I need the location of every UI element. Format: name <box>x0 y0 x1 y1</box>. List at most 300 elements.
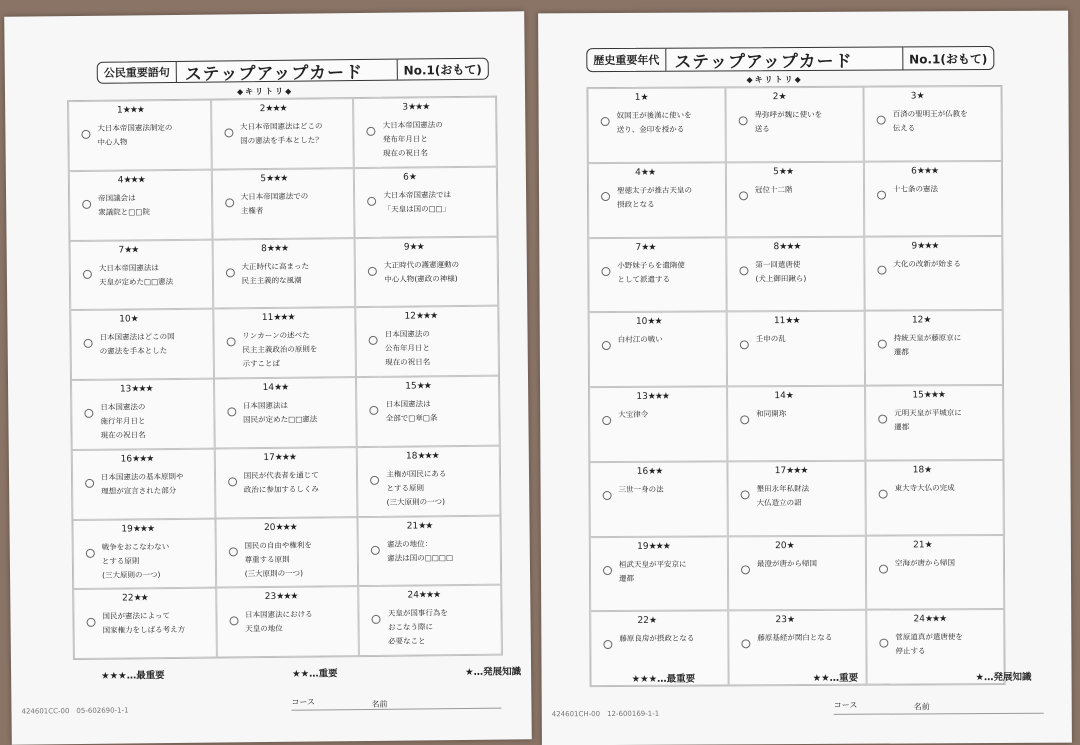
left-name-label: 名前 <box>371 699 388 709</box>
checkbox-circle-icon[interactable] <box>87 618 96 627</box>
study-card <box>587 87 725 162</box>
left-number: No.1(おもて) <box>397 59 488 80</box>
card-number <box>913 615 946 625</box>
study-card <box>214 447 357 518</box>
card-index: 2 <box>772 92 779 103</box>
study-card <box>865 310 1003 385</box>
card-text: 三世一身の法 <box>618 484 664 494</box>
card-text: 大宝律令 <box>618 409 649 419</box>
checkbox-circle-icon[interactable] <box>878 415 887 424</box>
checkbox-circle-icon[interactable] <box>85 479 94 488</box>
card-index: 7 <box>635 242 642 253</box>
checkbox-circle-icon[interactable] <box>741 490 750 499</box>
card-stars: ★★★ <box>415 311 438 322</box>
card-index: 8 <box>773 241 780 252</box>
card-stars: ★★★ <box>266 243 289 254</box>
card-number <box>118 175 145 185</box>
right-cutline: ◆キリトリ◆ <box>746 75 803 85</box>
card-number <box>119 315 138 325</box>
card-stars: ★★★ <box>274 452 297 463</box>
card-index: 9 <box>911 240 918 251</box>
card-text: 元明天皇が平城京に 遷都 <box>894 408 962 432</box>
card-number <box>911 166 938 176</box>
card-index: 20 <box>775 540 787 551</box>
card-index: 24 <box>913 614 925 625</box>
card-text: 和同開珎 <box>756 409 787 419</box>
card-text: 日本国憲法の基本原則や 理想が宣言された部分 <box>100 471 184 496</box>
card-number <box>775 466 808 476</box>
card-index: 14 <box>262 382 275 394</box>
card-text: 小野妹子らを遣隋使 として派遣する <box>617 260 685 284</box>
card-index: 13 <box>119 384 132 395</box>
card-text: 最澄が唐から帰国 <box>756 558 817 568</box>
card-index: 20 <box>263 522 276 533</box>
card-text: 国民が憲法によって 国家権力をしばる考え方 <box>102 611 186 635</box>
checkbox-circle-icon[interactable] <box>370 406 379 415</box>
card-text: 戦争をおこなわない とする原則 (三大原則の一つ) <box>101 541 170 580</box>
card-number <box>260 104 287 114</box>
card-index: 4 <box>117 175 124 186</box>
checkbox-circle-icon[interactable] <box>81 130 90 139</box>
study-card <box>357 445 500 516</box>
checkbox-circle-icon[interactable] <box>739 116 748 125</box>
card-number <box>773 167 793 177</box>
checkbox-circle-icon[interactable] <box>372 615 381 624</box>
card-number <box>122 594 148 604</box>
card-index: 11 <box>773 316 786 327</box>
card-text: 大日本帝国憲法では 「天皇は国の□□」 <box>383 189 451 214</box>
card-stars: ★★★ <box>779 241 801 252</box>
card-stars: ★ <box>916 91 924 102</box>
card-index: 6 <box>911 166 917 177</box>
checkbox-circle-icon[interactable] <box>368 266 377 275</box>
legend-most-important: ★★★…最重要 <box>101 670 165 682</box>
study-card <box>588 162 726 237</box>
study-card <box>725 87 863 162</box>
study-card <box>589 386 727 461</box>
checkbox-circle-icon[interactable] <box>602 416 611 425</box>
card-number <box>635 93 648 103</box>
checkbox-circle-icon[interactable] <box>603 491 612 500</box>
card-index: 22 <box>637 616 649 627</box>
checkbox-circle-icon[interactable] <box>879 489 888 498</box>
card-index: 8 <box>261 243 267 254</box>
card-stars: ★ <box>924 465 932 476</box>
study-card <box>353 97 496 168</box>
card-text: 第一回遣唐使 (犬上御田鍬ら) <box>755 259 807 283</box>
checkbox-circle-icon[interactable] <box>601 117 610 126</box>
right-name-label: 名前 <box>913 702 930 712</box>
checkbox-circle-icon[interactable] <box>371 545 380 554</box>
card-number <box>406 451 439 461</box>
card-number <box>121 524 154 534</box>
card-number <box>912 316 931 326</box>
card-index: 19 <box>637 541 649 552</box>
card-number <box>636 242 656 252</box>
card-number <box>121 454 154 464</box>
card-stars: ★★★ <box>786 465 808 476</box>
card-index: 11 <box>261 313 274 324</box>
card-index: 12 <box>911 315 924 326</box>
card-index: 3 <box>910 91 917 102</box>
card-index: 16 <box>636 466 649 477</box>
card-stars: ★★★ <box>408 102 430 113</box>
card-number <box>911 91 924 101</box>
study-card <box>355 236 498 307</box>
card-number <box>262 313 295 323</box>
card-text: 主権が国民にある とする原則 (三大原則の一つ) <box>386 468 447 507</box>
card-text: 卑弥呼が魏に使いを 送る <box>754 109 823 134</box>
study-card <box>727 460 865 535</box>
study-card <box>863 86 1001 161</box>
checkbox-circle-icon[interactable] <box>224 128 233 137</box>
study-card <box>212 238 355 309</box>
study-card <box>68 100 211 171</box>
study-card <box>590 536 728 611</box>
left-cutline: ◆キリトリ◆ <box>236 86 294 97</box>
card-index: 5 <box>260 173 267 184</box>
card-index: 1 <box>116 105 123 116</box>
card-index: 2 <box>259 104 266 115</box>
left-footer-code: 424601CC-00 05-602690-1-1 <box>21 706 129 716</box>
card-stars: ★★★ <box>266 173 288 184</box>
card-stars: ★★ <box>641 242 656 253</box>
card-text: 日本国憲法は 国民が定めた□□憲法 <box>242 400 318 425</box>
card-text: リンカーンの述べた 民主主義政治の原則を 示すことば <box>242 330 318 369</box>
study-card <box>727 311 865 386</box>
checkbox-circle-icon[interactable] <box>603 640 612 649</box>
card-stars: ★★ <box>648 466 663 477</box>
study-card <box>70 239 213 310</box>
left-course-label: コース <box>291 697 316 707</box>
study-card <box>70 309 213 380</box>
card-text: 持統天皇が藤原京に 遷都 <box>893 333 962 357</box>
card-number <box>407 521 433 531</box>
card-number <box>775 615 794 625</box>
study-card <box>73 588 216 659</box>
card-number <box>265 592 298 602</box>
card-stars: ★★★ <box>417 450 439 462</box>
card-number <box>775 541 794 551</box>
card-index: 10 <box>119 314 131 325</box>
card-text: 東大寺大仏の完成 <box>894 482 955 493</box>
card-index: 3 <box>402 102 409 113</box>
left-card-grid <box>67 96 503 660</box>
card-number <box>403 172 416 182</box>
card-number <box>117 105 144 115</box>
card-index: 23 <box>775 615 787 626</box>
card-text: 白村江の戦い <box>617 334 663 345</box>
card-stars: ★ <box>786 615 795 626</box>
left-sign-line <box>291 708 501 711</box>
card-stars: ★★★ <box>648 541 670 552</box>
checkbox-circle-icon[interactable] <box>227 407 236 416</box>
study-card <box>356 306 499 377</box>
checkbox-circle-icon[interactable] <box>740 341 749 350</box>
left-header <box>97 58 489 84</box>
card-text: 憲法の地位： 憲法は国の□□□□ <box>387 538 454 563</box>
card-stars: ★★★ <box>418 590 441 601</box>
card-number <box>635 168 655 178</box>
card-index: 17 <box>263 452 275 463</box>
right-footer-code: 424601CH-00 12-600169-1-1 <box>551 709 660 719</box>
card-index: 15 <box>912 390 924 401</box>
card-number <box>636 317 662 327</box>
legend-important: ★★…重要 <box>812 672 859 684</box>
study-card <box>866 534 1004 609</box>
card-text: 藤原良房が摂政となる <box>619 633 695 644</box>
card-text: 日本国憲法における 天皇の地位 <box>245 609 313 634</box>
card-index: 18 <box>405 451 418 462</box>
checkbox-circle-icon[interactable] <box>83 269 92 278</box>
card-text: 国民が代表者を通じて 政治に参加するしくみ <box>243 470 319 495</box>
checkbox-circle-icon[interactable] <box>879 564 888 573</box>
legend-most-important: ★★★…最重要 <box>631 673 696 685</box>
card-stars: ★★★ <box>275 522 297 533</box>
card-stars: ★★ <box>416 381 431 392</box>
study-card <box>213 307 356 378</box>
checkbox-circle-icon[interactable] <box>877 265 886 274</box>
card-text: 大化の改新が始まる <box>893 258 961 269</box>
card-text: 十七条の憲法 <box>892 184 939 194</box>
card-text: 大正時代に高まった 民主主義的な風潮 <box>241 261 310 285</box>
checkbox-circle-icon[interactable] <box>226 338 235 347</box>
card-stars: ★★★ <box>923 390 946 401</box>
checkbox-circle-icon[interactable] <box>739 191 748 200</box>
right-subject: 歴史重要年代 <box>587 49 666 71</box>
card-index: 10 <box>635 317 648 328</box>
card-index: 24 <box>407 590 419 601</box>
card-text: 冠位十二階 <box>754 184 793 195</box>
card-number <box>118 245 138 255</box>
card-text: 壬申の乱 <box>755 334 786 344</box>
checkbox-circle-icon[interactable] <box>228 477 237 486</box>
card-stars: ★★ <box>273 382 289 393</box>
study-card <box>589 312 727 387</box>
card-stars: ★★★ <box>916 166 939 177</box>
checkbox-circle-icon[interactable] <box>878 340 887 349</box>
study-card <box>71 379 214 450</box>
study-card <box>359 585 502 656</box>
card-stars: ★★★ <box>122 105 145 116</box>
card-stars: ★ <box>924 539 932 550</box>
card-number <box>261 243 288 253</box>
card-index: 15 <box>405 381 417 392</box>
card-text: 帝国議会は 衆議院と□□院 <box>98 193 150 217</box>
card-number <box>404 311 437 321</box>
card-number <box>263 383 289 393</box>
card-index: 1 <box>634 92 641 103</box>
card-stars: ★★★ <box>132 523 155 534</box>
card-text: 桓武天皇が平安京に 遷都 <box>618 559 687 583</box>
study-card <box>211 98 354 169</box>
card-text: 大日本帝国憲法はどこの 国の憲法を手本とした？ <box>239 121 323 146</box>
card-text: 大日本帝国憲法での 主権者 <box>240 191 309 216</box>
card-number <box>404 242 424 252</box>
card-index: 12 <box>404 311 417 322</box>
card-stars: ★★★ <box>123 175 145 186</box>
card-stars: ★ <box>785 391 793 402</box>
card-index: 9 <box>403 242 410 253</box>
checkbox-circle-icon[interactable] <box>740 415 749 424</box>
card-text: 大日本帝国憲法の 発布年月日と 現在の祝日名 <box>382 120 443 158</box>
checkbox-circle-icon[interactable] <box>226 268 235 277</box>
checkbox-circle-icon[interactable] <box>879 639 888 648</box>
card-stars: ★ <box>778 92 786 103</box>
card-index: 7 <box>118 244 125 256</box>
checkbox-circle-icon[interactable] <box>741 640 750 649</box>
card-stars: ★★★ <box>917 240 939 251</box>
checkbox-circle-icon[interactable] <box>367 127 376 136</box>
checkbox-circle-icon[interactable] <box>877 116 886 125</box>
card-stars: ★★ <box>124 244 139 255</box>
card-text: 国民の自由や権利を 尊重する原則 (三大原則の一つ) <box>244 540 312 578</box>
study-card <box>354 166 497 237</box>
card-number <box>260 174 287 184</box>
card-index: 4 <box>635 167 641 178</box>
card-number <box>637 616 656 626</box>
card-text: 奴国王が後漢に使いを 送り、金印を授かる <box>616 110 692 134</box>
card-text: 空海が唐から帰国 <box>894 557 955 568</box>
right-course-label: コース <box>833 700 858 710</box>
left-legend <box>101 663 521 681</box>
card-text: 菅原道真が遣唐使を 停止する <box>895 632 963 656</box>
card-index: 5 <box>773 166 779 177</box>
card-number <box>264 522 297 532</box>
checkbox-circle-icon[interactable] <box>84 409 93 418</box>
card-index: 16 <box>120 454 133 465</box>
study-card <box>865 385 1003 460</box>
checkbox-circle-icon[interactable] <box>602 341 611 350</box>
card-stars: ★★ <box>647 317 662 328</box>
card-index: 6 <box>403 172 409 183</box>
card-index: 13 <box>636 391 648 402</box>
card-text: 天皇が国事行為を おこなう際に 必要なこと <box>387 608 448 647</box>
checkbox-circle-icon[interactable] <box>84 339 93 348</box>
checkbox-circle-icon[interactable] <box>877 190 886 199</box>
card-index: 18 <box>912 465 925 476</box>
right-number: No.1(おもて) <box>902 47 993 69</box>
checkbox-circle-icon[interactable] <box>225 198 234 207</box>
study-card <box>211 168 354 239</box>
card-number <box>637 466 663 476</box>
checkbox-circle-icon[interactable] <box>601 192 610 201</box>
study-card <box>588 237 726 312</box>
card-text: 大正時代の護憲運動の 中心人物(憲政の神様) <box>384 259 460 284</box>
card-number <box>912 241 939 251</box>
card-number <box>120 384 153 394</box>
card-text: 日本国憲法の 施行年月日と 現在の祝日名 <box>100 402 146 440</box>
card-stars: ★★★ <box>131 384 153 395</box>
card-number <box>913 540 932 550</box>
card-text: 日本国憲法はどこの国 の憲法を手本とした <box>99 332 175 357</box>
study-card <box>726 161 864 236</box>
left-subject: 公民重要語句 <box>98 62 177 83</box>
right-card-grid <box>586 85 1005 687</box>
right-sign-line <box>834 713 1044 715</box>
checkbox-circle-icon[interactable] <box>86 548 95 557</box>
right-header <box>586 46 994 72</box>
right-sheet <box>538 11 1072 745</box>
right-legend <box>632 669 1032 685</box>
study-card <box>864 161 1002 236</box>
card-text: 日本国憲法の 公布年月日と 現在の祝日名 <box>384 329 431 368</box>
card-stars: ★★ <box>409 241 424 253</box>
study-card <box>864 235 1002 310</box>
card-text: 大日本帝国憲法制定の 中心人物 <box>97 122 173 147</box>
card-text: 日本国憲法は 全部で□章□条 <box>385 399 438 423</box>
left-sheet <box>4 11 532 744</box>
card-index: 17 <box>774 465 787 476</box>
card-number <box>774 316 800 326</box>
card-stars: ★★ <box>785 316 800 327</box>
card-index: 22 <box>122 593 134 604</box>
legend-advanced: ★…発展知識 <box>975 671 1032 684</box>
study-card <box>214 377 357 448</box>
card-stars: ★★★ <box>273 312 295 324</box>
study-card <box>727 386 865 461</box>
study-card <box>72 448 215 519</box>
card-number <box>263 452 296 462</box>
card-number <box>636 392 669 402</box>
card-stars: ★★ <box>778 166 794 177</box>
card-stars: ★★★ <box>276 591 298 603</box>
card-text: 百済の聖明王が仏教を 伝える <box>892 109 968 133</box>
checkbox-circle-icon[interactable] <box>228 547 237 556</box>
card-stars: ★★ <box>133 593 148 604</box>
legend-advanced: ★…発展知識 <box>464 666 522 678</box>
checkbox-circle-icon[interactable] <box>741 565 750 574</box>
card-stars: ★★ <box>418 520 433 531</box>
card-text: 藤原基経が関白となる <box>757 633 833 643</box>
card-stars: ★★★ <box>132 453 154 465</box>
card-number <box>774 391 793 401</box>
study-card <box>728 535 866 610</box>
card-stars: ★ <box>640 92 648 103</box>
card-stars: ★ <box>923 315 931 326</box>
card-stars: ★★★ <box>924 614 947 625</box>
card-index: 23 <box>264 592 277 603</box>
card-index: 21 <box>913 539 925 550</box>
card-stars: ★★★ <box>647 391 670 402</box>
checkbox-circle-icon[interactable] <box>739 266 748 275</box>
study-card <box>865 460 1003 535</box>
card-stars: ★ <box>648 616 657 627</box>
card-number <box>774 242 801 252</box>
checkbox-circle-icon[interactable] <box>229 617 238 626</box>
checkbox-circle-icon[interactable] <box>370 476 379 485</box>
checkbox-circle-icon[interactable] <box>601 267 610 276</box>
card-stars: ★★★ <box>265 103 287 115</box>
study-card <box>215 517 358 588</box>
card-text: 聖徳太子が推古天皇の 摂政となる <box>616 185 693 209</box>
card-index: 14 <box>774 391 786 402</box>
checkbox-circle-icon[interactable] <box>369 336 378 345</box>
card-stars: ★ <box>130 314 138 325</box>
card-number <box>402 102 429 112</box>
card-number <box>407 590 440 600</box>
checkbox-circle-icon[interactable] <box>603 566 612 575</box>
legend-important: ★★…重要 <box>292 668 338 680</box>
checkbox-circle-icon[interactable] <box>367 197 376 206</box>
card-number <box>637 541 670 551</box>
checkbox-circle-icon[interactable] <box>82 200 91 209</box>
card-number <box>913 465 932 475</box>
right-title: ステップアップカード <box>674 51 853 73</box>
study-card <box>72 518 215 589</box>
card-stars: ★ <box>408 172 416 183</box>
card-text: 墾田永年私財法 大仏造立の詔 <box>756 483 810 508</box>
